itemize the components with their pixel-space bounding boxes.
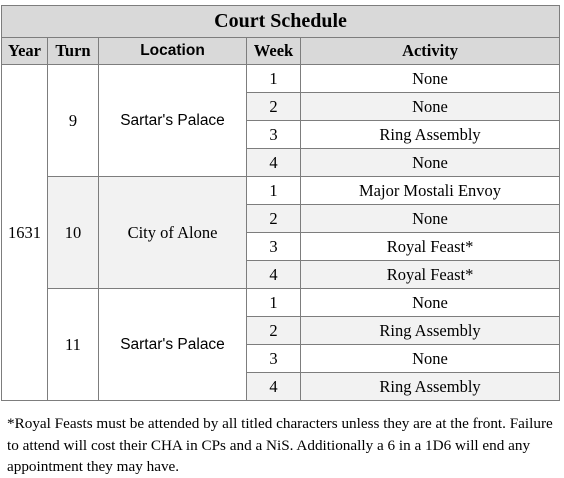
week-cell: 2 bbox=[247, 317, 301, 345]
activity-cell: Ring Assembly bbox=[301, 373, 560, 401]
header-row bbox=[2, 38, 560, 65]
turn-cell: 9 bbox=[48, 65, 99, 177]
location-cell: Sartar's Palace bbox=[99, 65, 247, 177]
week-cell: 2 bbox=[247, 205, 301, 233]
turn-cell: 10 bbox=[48, 177, 99, 289]
week-cell: 4 bbox=[247, 373, 301, 401]
week-cell: 3 bbox=[247, 345, 301, 373]
week-cell: 1 bbox=[247, 177, 301, 205]
year-cell: 1631 bbox=[2, 65, 48, 401]
week-cell: 1 bbox=[247, 289, 301, 317]
location-cell: City of Alone bbox=[99, 177, 247, 289]
table-row bbox=[2, 65, 560, 93]
activity-cell: None bbox=[301, 93, 560, 121]
activity-cell: None bbox=[301, 205, 560, 233]
court-schedule-table bbox=[1, 5, 560, 401]
activity-cell: None bbox=[301, 149, 560, 177]
footnote: *Royal Feasts must be attended by all titled characters unless they are at the front. Failure to attend will cost their CHA in CPs and a NiS. Additionally a 6 in a 1D6 will end any appointment they may have. bbox=[7, 415, 553, 475]
activity-cell: Royal Feast* bbox=[301, 261, 560, 289]
week-cell: 4 bbox=[247, 261, 301, 289]
table-row bbox=[2, 177, 560, 205]
table-row bbox=[2, 289, 560, 317]
week-cell: 2 bbox=[247, 93, 301, 121]
activity-cell: None bbox=[301, 289, 560, 317]
turn-cell: 11 bbox=[48, 289, 99, 401]
week-cell: 1 bbox=[247, 65, 301, 93]
header-turn: Turn bbox=[48, 38, 99, 65]
week-cell: 3 bbox=[247, 233, 301, 261]
activity-cell: Ring Assembly bbox=[301, 121, 560, 149]
activity-cell: Ring Assembly bbox=[301, 317, 560, 345]
header-week: Week bbox=[247, 38, 301, 65]
week-cell: 4 bbox=[247, 149, 301, 177]
title-row bbox=[2, 6, 560, 38]
location-cell: Sartar's Palace bbox=[99, 289, 247, 401]
header-activity: Activity bbox=[301, 38, 560, 65]
activity-cell: Major Mostali Envoy bbox=[301, 177, 560, 205]
table-title: Court Schedule bbox=[2, 6, 560, 38]
activity-cell: None bbox=[301, 345, 560, 373]
header-year: Year bbox=[2, 38, 48, 65]
activity-cell: Royal Feast* bbox=[301, 233, 560, 261]
header-location: Location bbox=[99, 38, 247, 65]
activity-cell: None bbox=[301, 65, 560, 93]
week-cell: 3 bbox=[247, 121, 301, 149]
